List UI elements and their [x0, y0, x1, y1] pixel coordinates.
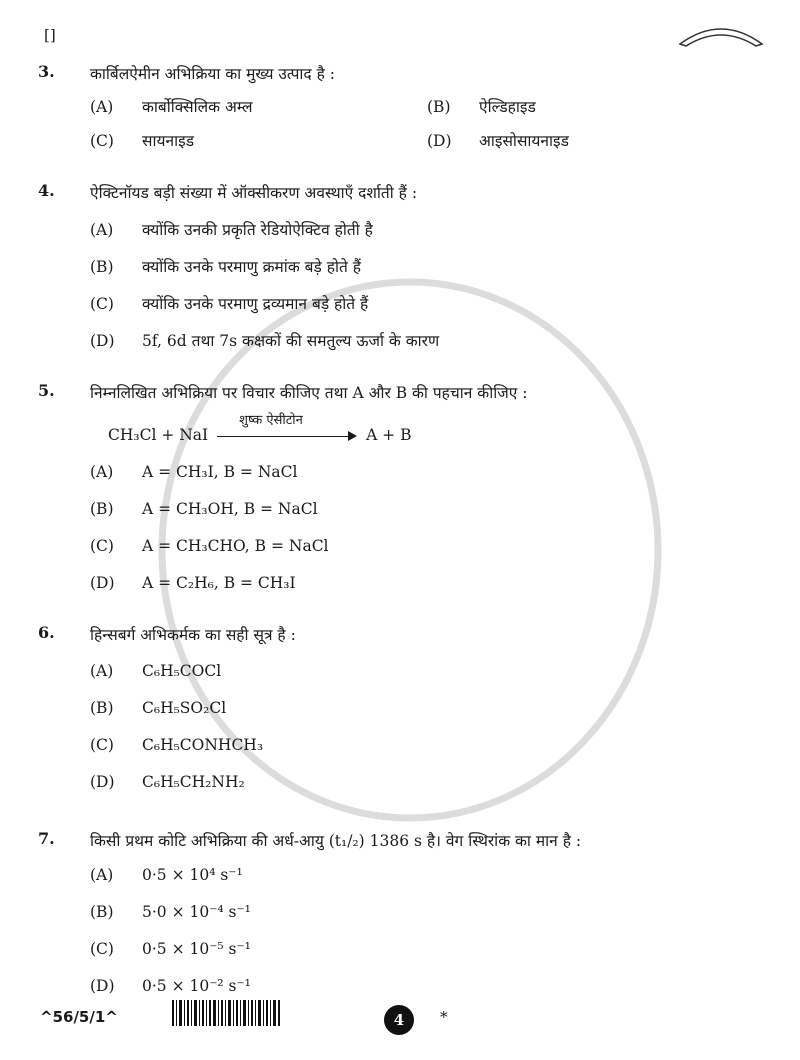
option-label: (C) [90, 736, 114, 754]
option-text: C₆H₅SO₂Cl [142, 699, 227, 717]
question-number: 7. [38, 829, 55, 848]
question-number: 5. [38, 381, 55, 400]
option-text: क्योंकि उनके परमाणु क्रमांक बड़े होते हैं [142, 258, 361, 276]
option-label: (C) [90, 295, 114, 313]
paper-code: ^56/5/1^ [40, 1008, 118, 1026]
option-text: A = C₂H₆, B = CH₃I [142, 574, 296, 592]
option-text: A = CH₃I, B = NaCl [142, 463, 298, 481]
option-text: C₆H₅COCl [142, 662, 222, 680]
option-text: 0·5 × 10⁻⁵ s⁻¹ [142, 940, 251, 958]
option-6a [90, 662, 221, 680]
barcode-icon [172, 1000, 280, 1026]
option-text: 0·5 × 10⁻² s⁻¹ [142, 977, 251, 995]
question-number: 4. [38, 181, 55, 200]
option-label: (A) [90, 866, 114, 884]
option-5a [90, 463, 297, 481]
products: A + B [366, 426, 412, 444]
option-text: 5·0 × 10⁻⁴ s⁻¹ [142, 903, 251, 921]
footer-asterisk: * [440, 1008, 448, 1026]
option-label: (D) [90, 977, 115, 995]
option-5d [90, 574, 296, 592]
reactants: CH₃Cl + NaI [108, 426, 209, 444]
option-label: (D) [90, 574, 115, 592]
question-number: 3. [38, 62, 55, 81]
question-text: किसी प्रथम कोटि अभिक्रिया की अर्ध-आयु (t₁/₂) 1386 s है। वेग स्थिरांक का मान है : [90, 832, 582, 850]
option-label: (B) [90, 500, 114, 518]
option-6c [90, 736, 263, 754]
arc-logo-icon [676, 22, 766, 50]
option-label: (B) [90, 699, 114, 717]
option-7d [90, 977, 251, 995]
option-label: (C) [90, 940, 114, 958]
option-6b [90, 699, 226, 717]
option-text: क्योंकि उनके परमाणु द्रव्यमान बड़े होते हैं [142, 295, 369, 313]
option-text: A = CH₃OH, B = NaCl [142, 500, 318, 518]
option-3a [90, 95, 252, 117]
option-text: ऐल्डिहाइड [479, 98, 536, 116]
option-label: (A) [90, 221, 114, 239]
option-label: (A) [90, 662, 114, 680]
option-4b [90, 255, 361, 277]
option-label: (A) [90, 463, 114, 481]
option-3c [90, 129, 194, 151]
option-4a [90, 218, 373, 240]
option-label: (B) [427, 98, 451, 116]
reaction-equation [108, 413, 412, 445]
option-label: (D) [427, 132, 452, 150]
option-3d [427, 129, 569, 151]
option-text: 5f, 6d तथा 7s कक्षकों की समतुल्य ऊर्जा के कारण [142, 332, 440, 350]
option-label: (C) [90, 132, 114, 150]
option-4d [90, 329, 439, 351]
option-text: A = CH₃CHO, B = NaCl [142, 537, 329, 555]
option-text: सायनाइड [142, 132, 195, 150]
option-5c [90, 537, 329, 555]
header-bracket: [] [44, 26, 56, 44]
option-text: क्योंकि उनकी प्रकृति रेडियोऐक्टिव होती है [142, 221, 373, 239]
question-text: निम्नलिखित अभिक्रिया पर विचार कीजिए तथा A और B की पहचान कीजिए : [90, 384, 528, 402]
option-label: (B) [90, 903, 114, 921]
option-label: (D) [90, 773, 115, 791]
question-text: हिन्सबर्ग अभिकर्मक का सही सूत्र है : [90, 626, 296, 644]
option-7a [90, 866, 243, 884]
option-label: (B) [90, 258, 114, 276]
option-3b [427, 95, 536, 117]
option-label: (D) [90, 332, 115, 350]
reaction-condition: शुष्क ऐसीटोन [239, 413, 303, 428]
page-number: 4 [384, 1005, 414, 1035]
option-7c [90, 940, 251, 958]
option-label: (A) [90, 98, 114, 116]
option-text: C₆H₅CH₂NH₂ [142, 773, 245, 791]
option-text: आइसोसायनाइड [479, 132, 569, 150]
option-4c [90, 292, 368, 314]
option-text: 0·5 × 10⁴ s⁻¹ [142, 866, 243, 884]
option-label: (C) [90, 537, 114, 555]
option-7b [90, 903, 251, 921]
reaction-arrow [217, 413, 357, 445]
question-number: 6. [38, 623, 55, 642]
option-5b [90, 500, 318, 518]
option-6d [90, 773, 245, 791]
option-text: C₆H₅CONHCH₃ [142, 736, 264, 754]
option-text: कार्बोक्सिलिक अम्ल [142, 98, 253, 116]
question-text: ऐक्टिनॉयड बड़ी संख्या में ऑक्सीकरण अवस्थाएँ दर्शाती हैं : [90, 184, 418, 202]
question-text: कार्बिलऐमीन अभिक्रिया का मुख्य उत्पाद है : [90, 65, 335, 83]
